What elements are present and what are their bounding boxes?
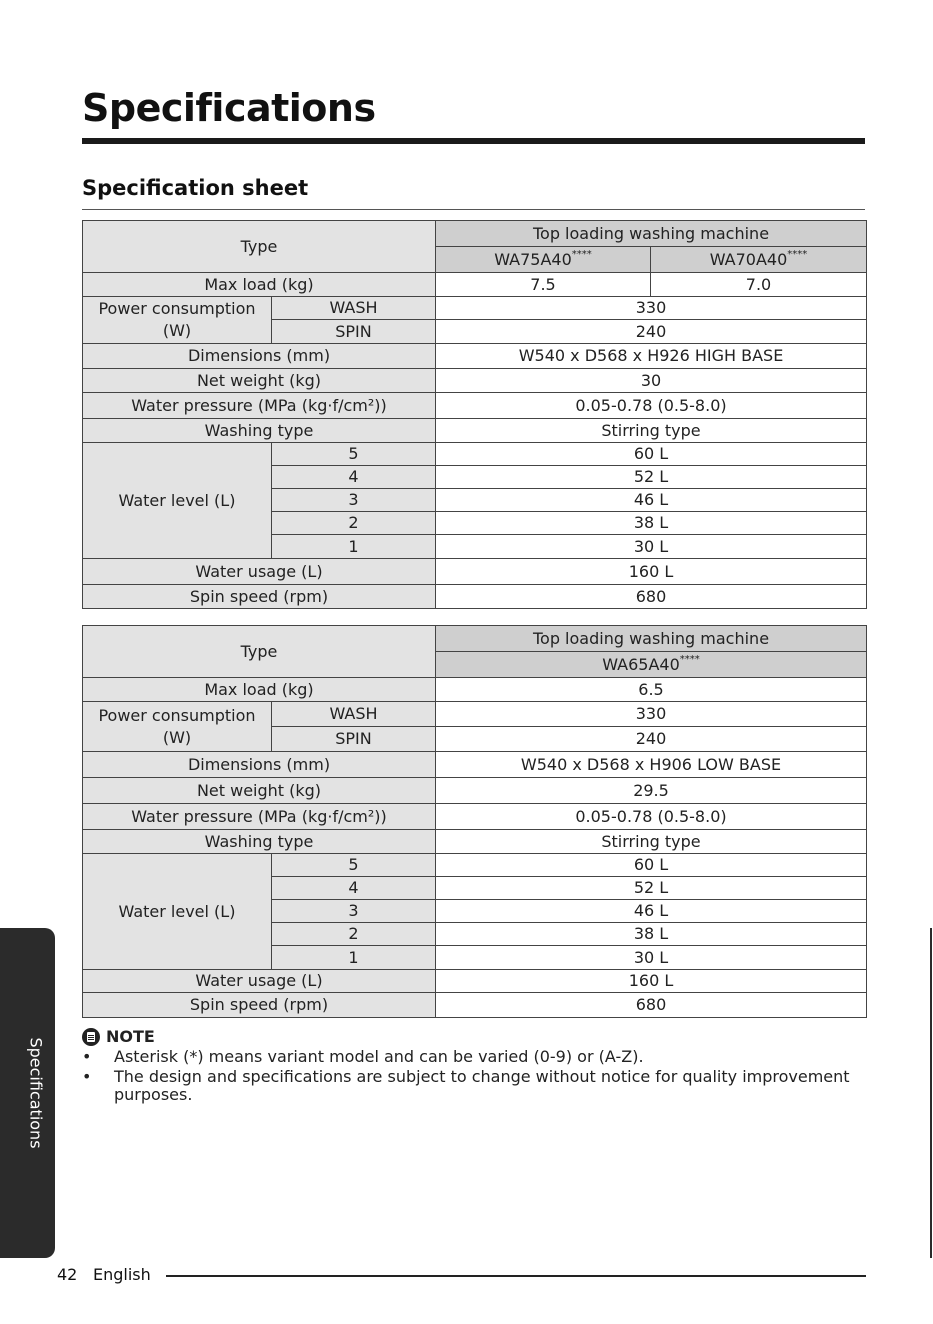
type-label: Type [83,221,436,273]
table-row [83,854,867,877]
category-header: Top loading washing machine [436,626,867,652]
max-load-value: 7.0 [651,273,867,297]
model-suffix: **** [571,248,592,260]
spin-label: SPIN [272,320,436,344]
water-level-label: Water level (L) [83,854,272,970]
spin-speed-value: 680 [436,993,867,1018]
washing-type-label: Washing type [83,419,436,443]
spin-value: 240 [436,727,867,752]
model-suffix: **** [679,653,700,665]
dimensions-label: Dimensions (mm) [83,344,436,369]
spin-speed-label: Spin speed (rpm) [83,585,436,609]
water-level-value: 46 L [436,489,867,512]
spin-value: 240 [436,320,867,344]
table-row [83,393,867,419]
table-row [83,297,867,320]
wash-value: 330 [436,297,867,320]
model-header [436,652,867,678]
water-level-value: 30 L [436,946,867,970]
note-text: Asterisk (*) means variant model and can be varied (0-9) or (A-Z). [114,1047,644,1066]
table-row [83,344,867,369]
page-language: English [93,1265,151,1284]
water-usage-value: 160 L [436,559,867,585]
spin-speed-label: Spin speed (rpm) [83,993,436,1018]
power-consumption-label: Power consumption (W) [83,297,272,344]
table-row [83,443,867,466]
bullet: • [82,1067,92,1086]
bullet: • [82,1047,92,1066]
category-header: Top loading washing machine [436,221,867,247]
table-row [83,419,867,443]
water-level-value: 46 L [436,900,867,923]
net-weight-label: Net weight (kg) [83,778,436,804]
spin-speed-value: 680 [436,585,867,609]
page-title: Specifications [82,86,376,130]
spec-table-1 [82,220,867,609]
section-divider [82,209,865,210]
water-level-value: 38 L [436,512,867,535]
max-load-label: Max load (kg) [83,678,436,702]
table-row [83,778,867,804]
water-level-number: 1 [272,946,436,970]
title-divider [82,138,865,144]
table-row [83,626,867,652]
list-item [82,1068,872,1104]
net-weight-label: Net weight (kg) [83,369,436,393]
model-header [436,247,651,273]
water-level-number: 1 [272,535,436,559]
table-row [83,585,867,609]
water-level-number: 5 [272,443,436,466]
water-level-number: 2 [272,512,436,535]
water-level-number: 3 [272,900,436,923]
page-number: 42 [57,1265,78,1284]
table-row [83,221,867,247]
table-row [83,702,867,727]
footer-divider [166,1275,866,1277]
note-text: The design and specifications are subject to change without notice for quality improvement purposes. [114,1067,850,1104]
table-row [83,273,867,297]
water-level-number: 2 [272,923,436,946]
table-row [83,993,867,1018]
water-level-value: 52 L [436,877,867,900]
table-row [83,970,867,993]
list-item [82,1048,872,1066]
water-pressure-value: 0.05-0.78 (0.5-8.0) [436,804,867,830]
water-level-number: 4 [272,466,436,489]
water-level-value: 60 L [436,443,867,466]
right-edge-marker [930,928,932,1258]
table-row [83,559,867,585]
note-section [82,1027,872,1106]
max-load-value: 7.5 [436,273,651,297]
water-level-number: 5 [272,854,436,877]
water-pressure-value: 0.05-0.78 (0.5-8.0) [436,393,867,419]
water-usage-label: Water usage (L) [83,970,436,993]
water-level-value: 30 L [436,535,867,559]
power-consumption-label: Power consumption (W) [83,702,272,752]
note-list [82,1048,872,1104]
max-load-value: 6.5 [436,678,867,702]
water-level-number: 3 [272,489,436,512]
water-level-number: 4 [272,877,436,900]
spin-label: SPIN [272,727,436,752]
net-weight-value: 29.5 [436,778,867,804]
section-title: Specification sheet [82,176,309,200]
wash-label: WASH [272,297,436,320]
table-row [83,369,867,393]
note-document-icon [82,1028,100,1046]
note-heading [82,1027,872,1046]
type-label: Type [83,626,436,678]
water-pressure-label: Water pressure (MPa (kg·f/cm²)) [83,393,436,419]
model-suffix: **** [787,248,808,260]
dimensions-value: W540 x D568 x H906 LOW BASE [436,752,867,778]
washing-type-label: Washing type [83,830,436,854]
note-heading-label: NOTE [106,1027,155,1046]
table-row [83,752,867,778]
dimensions-value: W540 x D568 x H926 HIGH BASE [436,344,867,369]
wash-value: 330 [436,702,867,727]
water-usage-value: 160 L [436,970,867,993]
net-weight-value: 30 [436,369,867,393]
model-name: WA75A40 [494,249,572,269]
table-row [83,830,867,854]
wash-label: WASH [272,702,436,727]
washing-type-value: Stirring type [436,830,867,854]
side-tab-label: Specifications [26,1037,46,1149]
model-header [651,247,867,273]
table-row [83,678,867,702]
water-pressure-label: Water pressure (MPa (kg·f/cm²)) [83,804,436,830]
water-level-value: 52 L [436,466,867,489]
dimensions-label: Dimensions (mm) [83,752,436,778]
model-name: WA65A40 [602,654,680,674]
water-level-label: Water level (L) [83,443,272,559]
max-load-label: Max load (kg) [83,273,436,297]
water-usage-label: Water usage (L) [83,559,436,585]
washing-type-value: Stirring type [436,419,867,443]
model-name: WA70A40 [709,249,788,269]
table-row [83,804,867,830]
water-level-value: 60 L [436,854,867,877]
water-level-value: 38 L [436,923,867,946]
spec-table-2 [82,625,867,1018]
